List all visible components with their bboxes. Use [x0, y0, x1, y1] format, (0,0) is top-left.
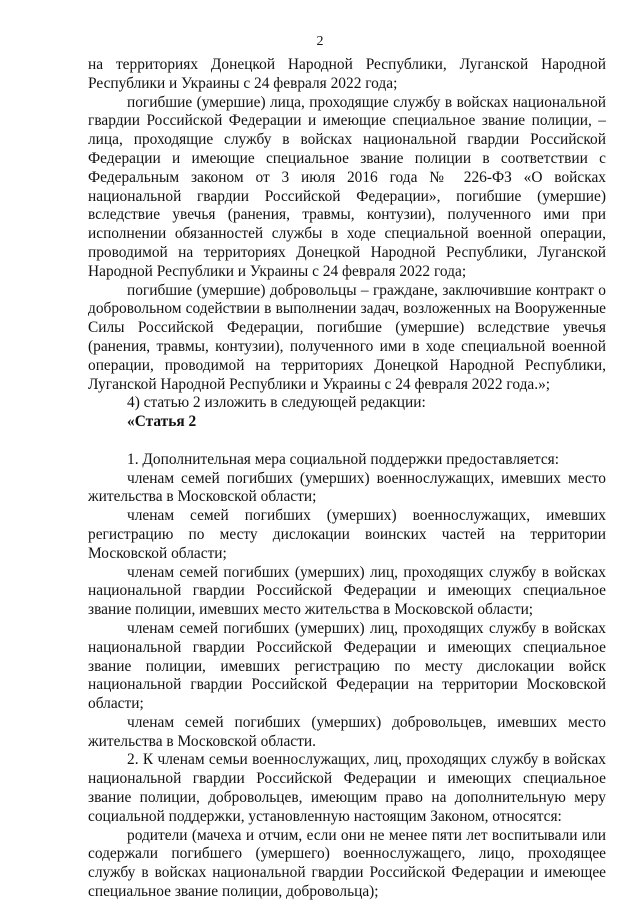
paragraph: 2. К членам семьи военнослужащих, лиц, проходящих службу в войсках национальной гвардии Российской Федерации и имеющих специальное звание полиции, добровольцев, имеющим право на дополнительную меру социальной поддержки, установленную настоящим Законом, относятся: [88, 751, 606, 825]
paragraph: членам семей погибших (умерших) военнослужащих, имевших место жительства в Московской области; [88, 469, 606, 506]
paragraph: погибшие (умершие) лица, проходящие службу в войсках национальной гвардии Российской Федерации и имеющие специальное звание полиции, – лица, проходящие службу в войсках национальной гвардии Российской Федерации и имеющие специальное звание полиции в соответствии с Федеральным законом от 3 июля 2016 года № 226-ФЗ «О войсках национальной гвардии Российской Федерации», погибшие (умершие) вследствие увечья (ранения, травмы, контузии), полученного ими при исполнении обязанностей службы в ходе специальной военной операции, проводимой на территориях Донецкой Народной Республики, Луганской Народной Республики и Украины с 24 февраля 2022 года; [88, 93, 606, 280]
paragraph: 4) статью 2 изложить в следующей редакции: [127, 394, 426, 412]
document-body [88, 56, 606, 902]
paragraph: членам семей погибших (умерших) военнослужащих, имевших регистрацию по месту дислокации воинских частей на территории Московской области; [88, 507, 606, 562]
paragraph: членам семей погибших (умерших) лиц, проходящих службу в войсках национальной гвардии Российской Федерации и имеющих специальное звание полиции, имевших регистрацию по месту дислокации войск национальной гвардии Российской Федерации на территории Московской области; [88, 619, 606, 713]
paragraph: членам семей погибших (умерших) добровольцев, имевших место жительства в Московской области. [88, 713, 606, 750]
paragraph: погибшие (умершие) добровольцы – граждане, заключившие контракт о добровольном содействии в выполнении задач, возложенных на Вооруженные Силы Российской Федерации, погибшие (умершие) вследствие увечья (ранения, травмы, контузии), полученного ими в ходе специальной военной операции, проводимой на территориях Донецкой Народной Республики, Луганской Народной Республики и Украины с 24 февраля 2022 года.»; [88, 281, 606, 393]
paragraph: 1. Дополнительная мера социальной поддержки предоставляется: [127, 450, 560, 468]
paragraph: на территориях Донецкой Народной Республики, Луганской Народной Республики и Украины с 24 февраля 2022 года; [88, 56, 606, 92]
paragraph: родители (мачеха и отчим, если они не менее пяти лет воспитывали или содержали погибшего (умершего) военнослужащего, лицо, проходящее службу в войсках национальной гвардии Российской Федерации и имеющее специальное звание полиции, добровольца); [88, 826, 606, 901]
article-heading: «Статья 2 [127, 413, 197, 431]
blank-line [88, 432, 606, 451]
paragraph: членам семей погибших (умерших) лиц, проходящих службу в войсках национальной гвардии Российской Федерации и имеющих специальное звание полиции, имевших место жительства в Московской области; [88, 563, 606, 619]
page-number: 2 [316, 34, 324, 49]
